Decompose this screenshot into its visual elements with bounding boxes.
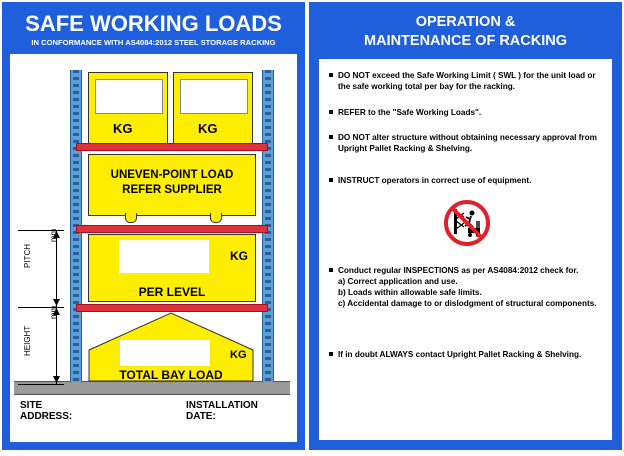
inspection-a: a) Correct application and use. [338,277,458,286]
height-label: HEIGHT [23,325,32,356]
instruction-final-text: If in doubt ALWAYS contact Upright Pallet Racking & Shelving. [338,350,582,359]
inspection-heading: Conduct regular INSPECTIONS as per AS4084:2012 check for. [338,266,579,275]
beam-level-3 [76,304,268,312]
inspection-block [329,265,604,309]
uneven-load-box [88,154,256,216]
bullet [329,135,333,139]
standard-subtitle: IN CONFORMANCE WITH AS4084:2012 STEEL STORAGE RACKING [31,38,276,47]
height-unit: mm [49,305,58,319]
bullet [329,73,333,77]
operation-title-line1: OPERATION & [415,14,516,30]
bullet [329,352,333,356]
instruction-2 [329,107,604,118]
bullet [329,110,333,114]
instruction-final [329,349,604,360]
per-level-value-box [119,240,209,273]
top-left-value-box [95,79,163,114]
instruction-3 [329,132,604,154]
pitch-label: PITCH [23,244,32,268]
per-level-label: PER LEVEL [138,285,206,299]
per-level-kg-label: KG [230,249,248,263]
per-level-load-box [88,234,256,302]
top-left-load-box [88,72,168,145]
installation-date-label: INSTALLATION DATE: [186,400,258,422]
total-bay-load-label: TOTAL BAY LOAD [119,368,223,382]
operation-maintenance-panel [309,2,622,450]
uneven-load-line2: REFER SUPPLIER [122,184,222,196]
instruction-4 [329,175,604,186]
safe-working-loads-title: SAFE WORKING LOADS [25,11,282,36]
bullet [329,178,333,182]
height-bottom-tick [18,384,64,385]
top-left-kg-label: KG [113,121,133,136]
uneven-load-line1: UNEVEN-POINT LOAD [110,169,234,181]
uneven-load-foot-left [125,213,137,223]
site-address-label: SITE ADDRESS: [20,400,73,422]
safe-working-loads-panel [2,2,305,450]
rack-diagram-area [10,54,297,442]
instruction-2-text: REFER to the "Safe Working Loads". [338,108,482,117]
inspection-c: c) Accidental damage to or dislodgment of structural components. [338,299,597,308]
pitch-unit: mm [49,228,58,242]
top-right-kg-label: KG [198,121,218,136]
operation-title-line2: MAINTENANCE OF RACKING [364,33,567,49]
bullet [329,268,333,272]
instruction-4-text: INSTRUCT operators in correct use of equipment. [338,176,532,185]
instructions-area [319,59,612,440]
instruction-1 [329,70,604,92]
uneven-load-foot-right [210,213,222,223]
no-climbing-forklift-icon [443,199,491,247]
beam-level-1 [76,143,268,151]
beam-level-2 [76,225,268,233]
instruction-1-text: DO NOT exceed the Safe Working Limit ( SWL ) for the unit load or the safe working total per bay for the racking. [338,71,596,91]
inspection-b: b) Loads within allowable safe limits. [338,288,482,297]
total-bay-kg-label: KG [230,349,247,361]
top-right-value-box [180,79,248,114]
top-right-load-box [173,72,253,145]
instruction-3-text: DO NOT alter structure without obtaining necessary approval from Upright Pallet Racking & Shelving. [338,133,597,153]
total-bay-value-box [120,340,210,366]
